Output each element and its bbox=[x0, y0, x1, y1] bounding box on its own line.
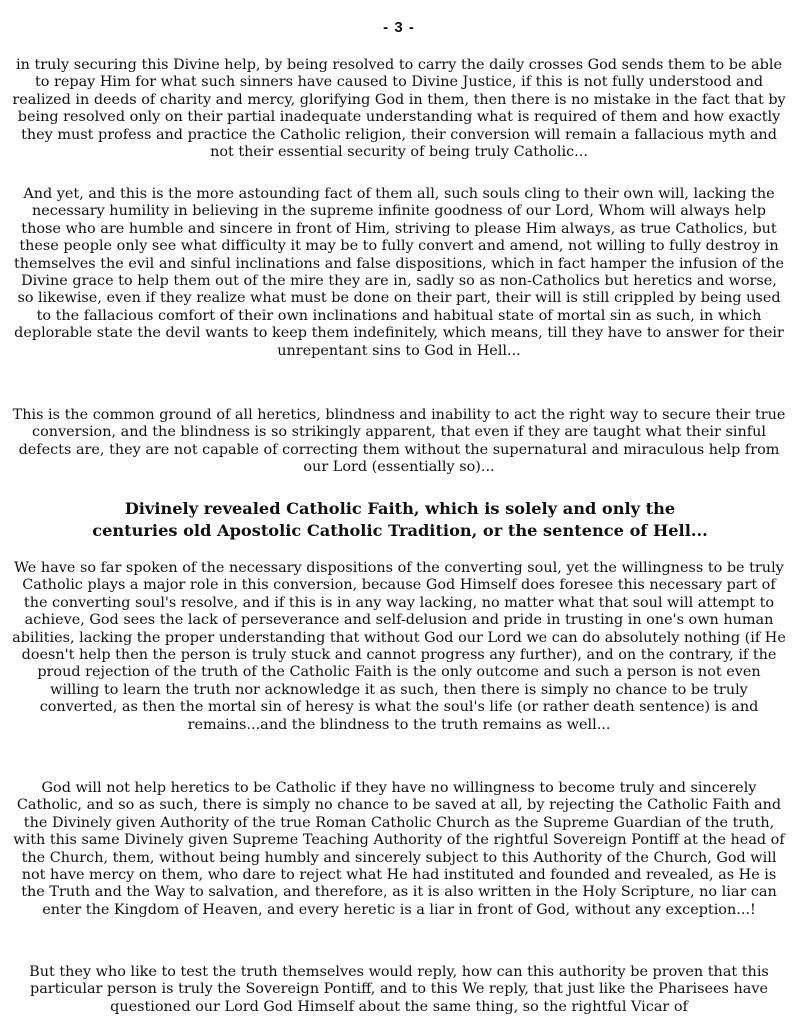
section-heading bbox=[60, 498, 740, 542]
paragraph-6: But they who like to test the truth themselves would reply, how can this authority be proven that this particular person is truly the Sovereign Pontiff, and to this We reply, that just like the Pharisees have questioned our Lord God Himself about the same thing, so the rightful Vicar of bbox=[29, 964, 769, 1015]
paragraph-5: God will not help heretics to be Catholic if they have no willingness to become truly and sincerely Catholic, and so as such, there is simply no chance to be saved at all, by rejecting the Catholic Faith and the Divinely given Authority of the true Roman Catholic Church as the Supreme Guardian of the truth, with this same Divinely given Supreme Teaching Authority of the rightful Sovereign Pontiff at the head of the Church, them, without being humbly and sincerely subject to this Authority of the Church, God will not have mercy on them, who dare to reject what He had instituted and founded and revealed, as He is the Truth and the Way to salvation, and therefore, as it is also written in the Holy Scripture, no liar can enter the Kingdom of Heaven, and every heretic is a liar in front of God, without any exception...! bbox=[13, 780, 785, 918]
paragraph-3: This is the common ground of all heretics, blindness and inability to act the right way to secure their true conversion, and the blindness is so strikingly apparent, that even if they are taught what their sinful defects are, they are not capable of correcting them without the supernatural and miraculous help from our Lord (essentially so)... bbox=[12, 407, 786, 476]
paragraph-2: And yet, and this is the more astounding fact of them all, such souls cling to their own will, lacking the necessary humility in believing in the supreme infinite goodness of our Lord, Whom will always help those who are humble and sincere in front of Him, striving to please Him always, as true Catholics, but these people only see what difficulty it may be to fully convert and amend, not willing to fully destroy in themselves the evil and sinful inclinations and false dispositions, which in fact hamper the infusion of the Divine grace to help them out of the mire they are in, sadly so as non-Catholics but heretics and worse, so likewise, even if they realize what must be done on their part, their will is still crippled by being used to the fallacious comfort of their own inclinations and habitual state of mortal sin as such, in which deplorable state the devil wants to keep them indefinitely, which means, till they have to answer for their unrepentant sins to God in Hell... bbox=[13, 186, 785, 359]
page-number: - 3 - bbox=[383, 19, 415, 36]
paragraph-4: We have so far spoken of the necessary dispositions of the converting soul, yet the willingness to be truly Catholic plays a major role in this conversion, because God Himself does foresee this necessary part of the converting soul's resolve, and if this is in any way lacking, no matter what that soul will attempt to achieve, God sees the lack of perseverance and self-delusion and pride in trusting in one's own human abilities, lacking the proper understanding that without God our Lord we can do absolutely nothing (if He doesn't help then the person is truly stuck and cannot progress any further), and on the contrary, if the proud rejection of the truth of the Catholic Faith is the only outcome and such a person is not even willing to learn the truth nor acknowledge it as such, then there is simply no chance to be truly converted, as then the mortal sin of heresy is what the soul's life (or rather death sentence) is and remains...and the blindness to the truth remains as well... bbox=[12, 560, 786, 733]
section-heading-line-1: Divinely revealed Catholic Faith, which is solely and only the bbox=[124, 499, 676, 518]
paragraph-1: in truly securing this Divine help, by being resolved to carry the daily crosses God sends them to be able to repay Him for what such sinners have caused to Divine Justice, if this is not fully understood and realized in deeds of charity and mercy, glorifying God in them, then there is no mistake in the fact that by being resolved only on their partial inadequate understanding what is required of them and how exactly they must profess and practice the Catholic religion, their conversion will remain a fallacious myth and not their essential security of being truly Catholic... bbox=[12, 57, 786, 161]
section-heading-line-2: centuries old Apostolic Catholic Tradition, or the sentence of Hell... bbox=[92, 521, 708, 540]
